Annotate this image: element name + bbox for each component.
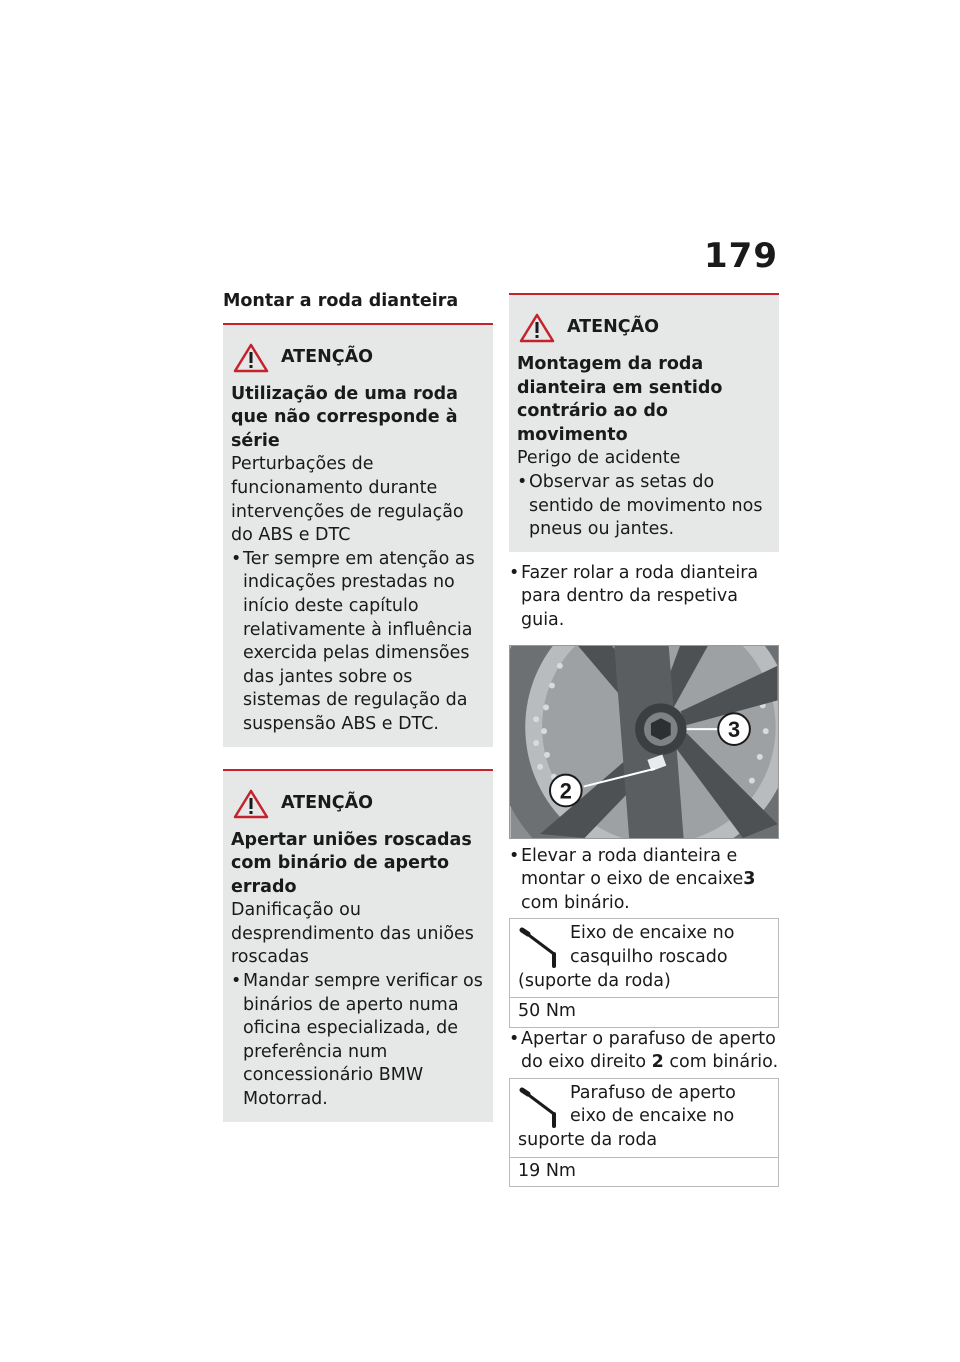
warning-box-direction [509,293,779,552]
warning-text: Danificação ou desprendimento das uniões roscadas [231,900,474,968]
step-roll-wheel: • Fazer rolar a roda dianteira para dentro da respetiva guia. [509,562,779,633]
torque-spec-clamp-bolt [509,1078,779,1187]
warning-text: Perturbações de funcionamento durante intervenções de regulação do ABS e DTC [231,454,464,546]
torque-value: 50 Nm [510,997,778,1027]
warning-text: Perigo de acidente [517,448,681,469]
warning-label: ATENÇÃO [567,317,659,338]
callout-2-label: 2 [559,777,572,803]
part-ref: 3 [743,869,756,890]
warning-label: ATENÇÃO [281,792,373,813]
warning-triangle-icon [519,313,555,343]
warning-bullets [231,548,485,737]
front-wheel-photo [509,645,779,839]
warning-bullets [231,970,485,1112]
warning-title: Utilização de uma roda que não corresponde à série [231,383,458,451]
torque-value: 19 Nm [510,1157,778,1187]
warning-bullet: • Mandar sempre verificar os binários de aperto numa oficina especializada, de preferência num concessionário BMW Motorrad. [231,970,485,1112]
section-title: Montar a roda dianteira [223,291,459,311]
callout-3-label: 3 [728,716,741,742]
torque-description: Eixo de encaixe no casquilho roscado (suporte da roda) [518,923,735,991]
warning-bullet: • Ter sempre em atenção as indicações prestadas no início deste capítulo relativamente à influência exercida pelas dimensões das jantes sobre os sistemas de regulação da suspensão ABS e DTC. [231,548,485,737]
warning-header [231,789,485,819]
warning-box-torque [223,769,493,1122]
part-ref: 2 [651,1052,664,1073]
step-list [509,562,779,633]
warning-title: Apertar uniões roscadas com binário de aperto errado [231,829,472,897]
warning-box-nonstandard-wheel [223,323,493,747]
right-column [509,293,779,1187]
torque-spec-axle [509,918,779,1027]
step-list [509,1028,779,1075]
step-mount-axle: • Elevar a roda dianteira e montar o eixo de encaixe3 com binário. [509,845,779,916]
warning-header [231,343,485,373]
left-column [223,290,493,1122]
torque-wrench-icon [518,926,564,968]
warning-header [517,313,771,343]
step-list [509,845,779,916]
warning-bullet: • Observar as setas do sentido de movimento nos pneus ou jantes. [517,471,771,542]
warning-label: ATENÇÃO [281,346,373,367]
warning-triangle-icon [233,789,269,819]
torque-wrench-icon [518,1086,564,1128]
page-number: 179 [704,236,778,276]
warning-triangle-icon [233,343,269,373]
torque-description: Parafuso de aperto eixo de encaixe no suporte da roda [518,1082,736,1151]
warning-title: Montagem da roda dianteira em sentido contrário ao do movimento [517,354,723,445]
warning-bullets [517,471,771,542]
step-tighten-clamp-bolt: • Apertar o parafuso de aperto do eixo direito 2 com binário. [509,1028,779,1075]
